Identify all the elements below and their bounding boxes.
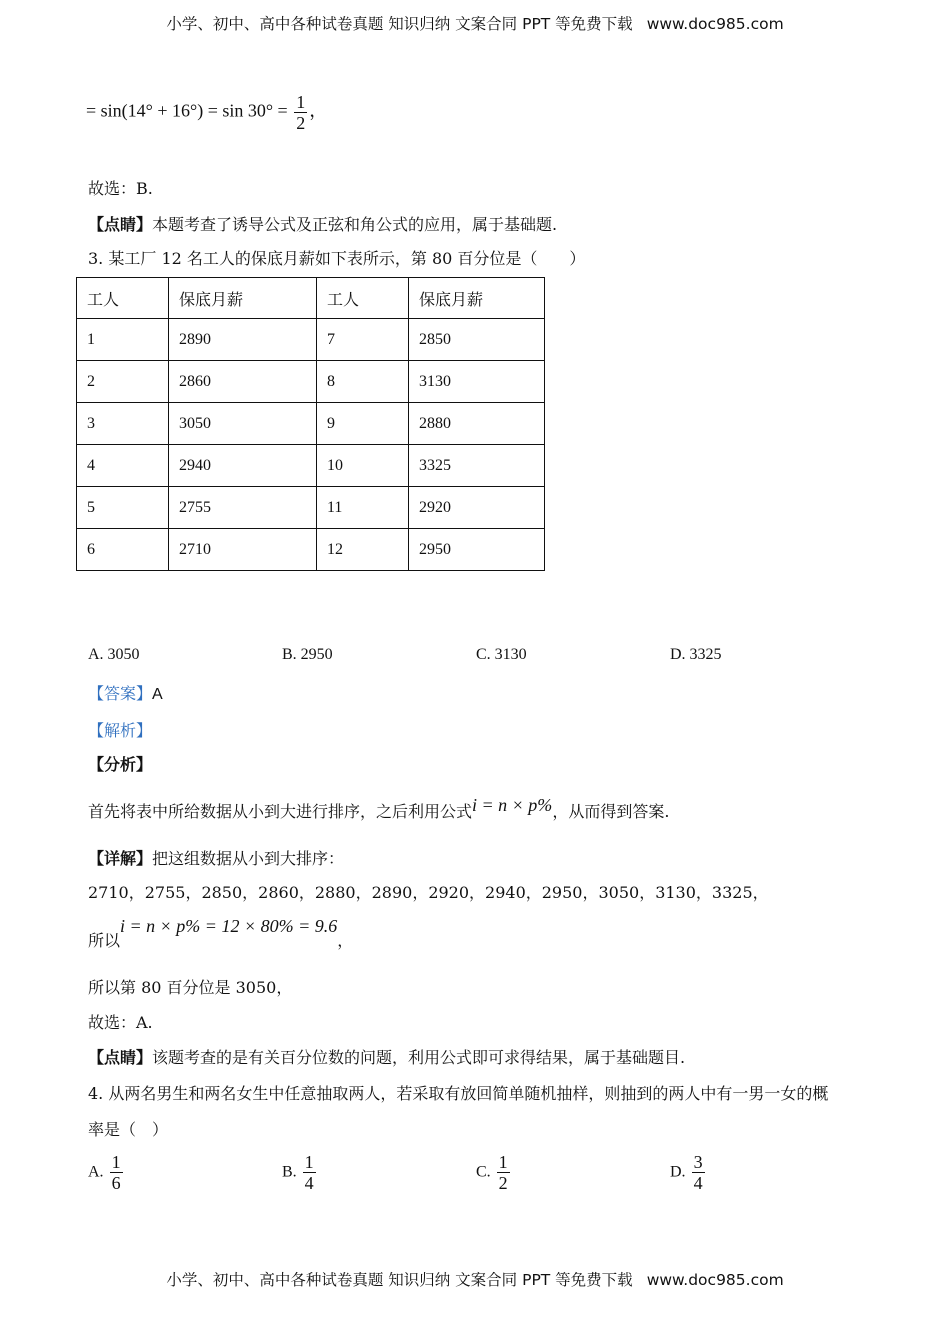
fraction-numerator: 1 xyxy=(498,1152,508,1172)
option-fraction xyxy=(303,1152,316,1193)
prev-choose: 故选：B. xyxy=(88,179,153,198)
table-cell: 2890 xyxy=(169,319,317,361)
q4-option-d xyxy=(670,1152,707,1193)
footer-text: 小学、初中、高中各种试卷真题 知识归纳 文案合同 PPT 等免费下载 xyxy=(166,1271,633,1289)
q4-stem-line2: 率是（ ） xyxy=(88,1120,169,1139)
table-cell: 12 xyxy=(317,529,409,571)
fraction-denominator: 2 xyxy=(498,1173,508,1193)
table-row xyxy=(77,445,545,487)
table-cell: 7 xyxy=(317,319,409,361)
fraction-denominator: 2 xyxy=(296,113,306,133)
so-formula: i = n × p% = 12 × 80% = 9.6 xyxy=(120,916,338,936)
option-fraction xyxy=(110,1152,123,1193)
fraction-denominator: 6 xyxy=(111,1173,121,1193)
q3-option-a: A. 3050 xyxy=(88,646,140,663)
table-header-cell: 保底月薪 xyxy=(409,278,545,319)
comment-text: 本题考查了诱导公式及正弦和角公式的应用，属于基础题. xyxy=(152,215,558,234)
page-footer xyxy=(0,1268,950,1290)
q4-option-c xyxy=(476,1152,512,1193)
table-cell: 3130 xyxy=(409,361,545,403)
table-cell: 11 xyxy=(317,487,409,529)
table-cell: 2755 xyxy=(169,487,317,529)
table-row xyxy=(77,403,545,445)
fenxi-text: 首先将表中所给数据从小到大进行排序，之后利用公式 xyxy=(88,802,473,821)
fenxi-tag: 【分析】 xyxy=(88,755,153,774)
table-cell: 2920 xyxy=(409,487,545,529)
fenxi-formula: i = n × p% xyxy=(472,795,553,815)
table-row xyxy=(77,487,545,529)
table-cell: 2 xyxy=(77,361,169,403)
table-row xyxy=(77,361,545,403)
table-cell: 2860 xyxy=(169,361,317,403)
option-label: C. xyxy=(476,1163,491,1181)
prev-formula-comma: ， xyxy=(309,100,328,121)
fraction-numerator: 3 xyxy=(693,1152,703,1172)
page-header xyxy=(0,12,950,34)
table-cell: 2850 xyxy=(409,319,545,361)
fraction-numerator: 1 xyxy=(111,1152,121,1172)
prev-formula xyxy=(86,92,327,133)
table-cell: 2950 xyxy=(409,529,545,571)
table-cell: 3325 xyxy=(409,445,545,487)
so-comma: ， xyxy=(337,931,354,950)
option-label: B. xyxy=(282,1163,297,1181)
fraction-denominator: 4 xyxy=(693,1173,703,1193)
detail-line xyxy=(88,846,344,869)
header-site-link[interactable]: www.doc985.com xyxy=(646,15,784,33)
so-text: 所以 xyxy=(88,931,121,950)
detail-text: 把这组数据从小到大排序： xyxy=(152,849,345,868)
fraction-numerator: 1 xyxy=(304,1152,314,1172)
table-cell: 5 xyxy=(77,487,169,529)
table-header-row xyxy=(77,278,545,319)
q4-option-a xyxy=(88,1152,125,1193)
analysis-tag: 【解析】 xyxy=(88,721,153,740)
table-cell: 8 xyxy=(317,361,409,403)
table-cell: 9 xyxy=(317,403,409,445)
prev-formula-fraction xyxy=(294,92,307,133)
table-cell: 2940 xyxy=(169,445,317,487)
result-text: 所以第 80 百分位是 3050， xyxy=(88,978,293,997)
answer-value: A xyxy=(152,686,163,703)
table-header-cell: 保底月薪 xyxy=(169,278,317,319)
table-header-cell: 工人 xyxy=(317,278,409,319)
sorted-data: 2710，2755，2850，2860，2880，2890，2920，2940，2950，3050，3130，3325， xyxy=(88,883,769,902)
table-cell: 6 xyxy=(77,529,169,571)
option-fraction xyxy=(692,1152,705,1193)
table-header-cell: 工人 xyxy=(77,278,169,319)
comment-text: 该题考查的是有关百分位数的问题，利用公式即可求得结果，属于基础题目. xyxy=(152,1048,686,1067)
footer-site-link[interactable]: www.doc985.com xyxy=(646,1271,784,1289)
q3-option-c: C. 3130 xyxy=(476,646,527,663)
table-cell: 1 xyxy=(77,319,169,361)
wage-table xyxy=(76,277,545,571)
q3-answer xyxy=(88,681,163,704)
header-text: 小学、初中、高中各种试卷真题 知识归纳 文案合同 PPT 等免费下载 xyxy=(166,15,633,33)
table-cell: 3050 xyxy=(169,403,317,445)
option-label: D. xyxy=(670,1163,686,1181)
option-fraction xyxy=(497,1152,510,1193)
fenxi-line xyxy=(88,795,670,822)
table-cell: 10 xyxy=(317,445,409,487)
q3-stem: 3. 某工厂 12 名工人的保底月薪如下表所示，第 80 百分位是（ ） xyxy=(88,249,586,268)
q4-stem-line1: 4. 从两名男生和两名女生中任意抽取两人，若采取有放回简单随机抽样，则抽到的两人中有一男一女的概 xyxy=(88,1084,829,1103)
detail-tag: 【详解】 xyxy=(88,849,153,868)
prev-comment xyxy=(88,212,557,235)
comment-tag: 【点睛】 xyxy=(88,215,153,234)
answer-tag: 【答案】 xyxy=(88,684,153,703)
q3-choose: 故选：A. xyxy=(88,1013,153,1032)
q3-comment xyxy=(88,1045,685,1068)
so-line xyxy=(88,914,354,950)
comment-tag: 【点睛】 xyxy=(88,1048,153,1067)
table-cell: 2880 xyxy=(409,403,545,445)
q3-option-b: B. 2950 xyxy=(282,646,333,663)
prev-formula-text: = sin(14° + 16°) = sin 30° = xyxy=(86,100,288,121)
table-cell: 3 xyxy=(77,403,169,445)
fraction-denominator: 4 xyxy=(304,1173,314,1193)
table-cell: 2710 xyxy=(169,529,317,571)
option-label: A. xyxy=(88,1163,104,1181)
q3-option-d: D. 3325 xyxy=(670,646,722,663)
fraction-numerator: 1 xyxy=(296,92,306,112)
table-row xyxy=(77,529,545,571)
table-row xyxy=(77,319,545,361)
q4-option-b xyxy=(282,1152,318,1193)
table-cell: 4 xyxy=(77,445,169,487)
fenxi-text-end: ，从而得到答案. xyxy=(552,802,670,821)
